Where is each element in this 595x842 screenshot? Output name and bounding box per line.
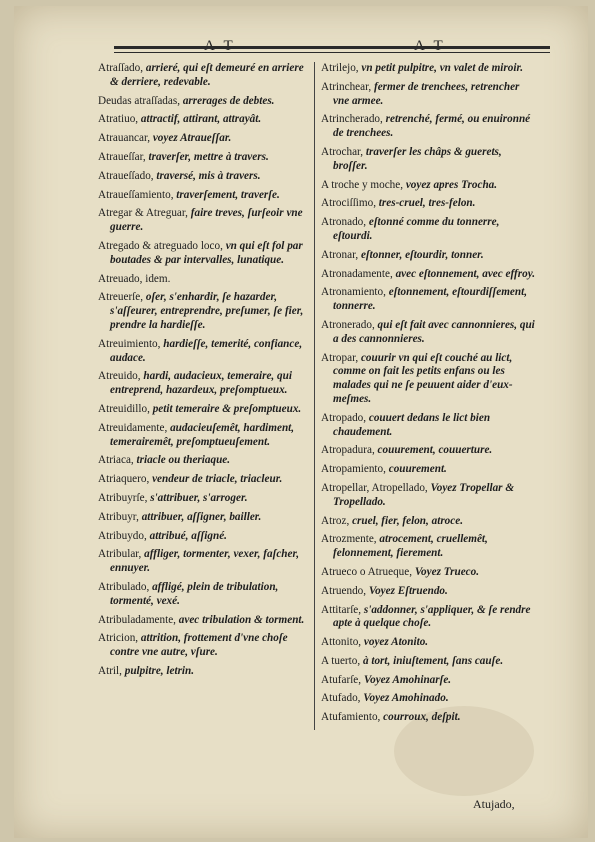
header-rule (114, 46, 550, 49)
dictionary-entry (98, 665, 314, 679)
definition: pulpitre, letrin. (124, 664, 195, 677)
headword: Atrilejo, (321, 62, 362, 74)
headword: Atufado, (321, 692, 364, 705)
dictionary-entry (321, 216, 536, 244)
definition: arrerages de debtes. (182, 94, 275, 107)
definition: traverſement, traverſe. (176, 188, 280, 201)
headword: Atronado, (321, 216, 369, 229)
definition: couurement. (388, 463, 447, 476)
dictionary-entry (321, 463, 536, 477)
definition: vn petit pulpitre, vn valet de miroir. (361, 62, 523, 74)
dictionary-entry (98, 151, 314, 165)
definition: eſtonner, eſtourdir, tonner. (360, 248, 484, 261)
dictionary-entry (321, 286, 536, 314)
definition: hardi, audacieux, temeraire, qui entreprend, hazardeux, preſomptueux. (110, 370, 292, 397)
definition: Voyez Amohinado. (363, 692, 449, 705)
dictionary-entry (98, 492, 314, 506)
definition: triacle ou theriaque. (136, 454, 231, 467)
headword: A troche y moche, (321, 178, 406, 191)
definition: couuert dedans le lict bien chaudement. (333, 411, 491, 438)
headword: Atreuado, idem. (98, 272, 171, 285)
dictionary-entry (321, 636, 536, 650)
dictionary-entry (98, 581, 314, 609)
dictionary-entry (98, 403, 314, 417)
headword: Deudas atraſſadas, (98, 94, 183, 107)
definition: traversé, mis à travers. (156, 169, 261, 182)
headword: Atraſſado, (98, 62, 146, 74)
dictionary-entry (98, 189, 314, 203)
headword: A tuerto, (321, 654, 363, 667)
definition: oſer, s'enhardir, ſe hazarder, s'aſſeurer, entreprendre, preſumer, ſe fier, prendre la hardieſſe. (110, 291, 304, 331)
dictionary-entry (98, 291, 314, 332)
header-left: A T (204, 38, 236, 54)
headword: Atrauancar, (98, 132, 153, 145)
dictionary-entry (321, 249, 536, 263)
dictionary-entry (98, 240, 314, 268)
definition: fermer de trenchees, retrencher vne armee. (333, 80, 520, 107)
dictionary-entry (321, 268, 536, 282)
dictionary-entry (98, 132, 314, 146)
dictionary-entry (98, 632, 314, 660)
dictionary-entry (98, 473, 314, 487)
dictionary-entry (321, 533, 536, 561)
dictionary-entry (321, 482, 536, 510)
headword: Atropamiento, (321, 463, 389, 476)
headword: Atufamiento, (321, 711, 384, 724)
dictionary-entry (98, 530, 314, 544)
headword: Atril, (98, 664, 125, 677)
catchword: Atujado, (473, 797, 515, 811)
dictionary-entry (98, 113, 314, 127)
definition: petit temeraire & preſomptueux. (152, 402, 302, 415)
headword: Atregado & atreguado loco, (98, 239, 226, 252)
definition: voyez Atraueſſar. (152, 132, 232, 145)
headword: Atreuidillo, (98, 402, 153, 415)
headword: Atricion, (98, 632, 141, 645)
headword: Atreuimiento, (98, 337, 164, 350)
headword: Atribuydo, (98, 529, 150, 542)
headword: Atropellar, Atropellado, (321, 481, 431, 494)
definition: Voyez Trueco. (414, 565, 480, 578)
definition: couurir vn qui eſt couché au lict, comme on fait les petits enfans ou les malades qui ne ſe peuuent aider d'eux-meſmes. (333, 351, 513, 405)
dictionary-entry (98, 511, 314, 525)
headword: Atreuido, (98, 370, 144, 383)
definition: voyez Atonito. (363, 636, 429, 649)
headword: Atropado, (321, 411, 369, 424)
headword: Atribulado, (98, 580, 153, 593)
dictionary-entry (321, 566, 536, 580)
definition: Voyez Amohinarſe. (363, 673, 452, 686)
header-rule-thin (114, 52, 550, 53)
dictionary-entry (98, 207, 314, 235)
headword: Atronar, (321, 248, 361, 261)
headword: Atreuidamente, (98, 421, 171, 434)
dictionary-entry (98, 614, 314, 628)
dictionary-entry (321, 113, 536, 141)
definition: qui eſt fait avec cannonnieres, qui a des cannonnieres. (333, 318, 535, 345)
definition: attribué, aſſigné. (149, 529, 227, 542)
dictionary-entry (98, 370, 314, 398)
dictionary-entry (321, 711, 536, 725)
headword: Atronamiento, (321, 286, 389, 299)
definition: voyez apres Trocha. (405, 178, 498, 191)
headword: Atratiuo, (98, 113, 141, 126)
definition: Voyez Eſtruendo. (368, 584, 448, 597)
definition: s'attribuer, s'arroger. (150, 491, 248, 504)
definition: vendeur de triacle, triacleur. (152, 473, 283, 486)
dictionary-entry (321, 197, 536, 211)
headword: Atribuyr, (98, 510, 142, 523)
dictionary-entry (321, 352, 536, 407)
dictionary-entry (321, 146, 536, 174)
headword: Atrociſſimo, (321, 197, 379, 210)
headword: Atronerado, (321, 318, 378, 331)
definition: affligé, plein de tribulation, tormenté, vexé. (110, 580, 279, 607)
definition: faire treves, ſurſeoir vne guerre. (110, 207, 303, 234)
headword: Atribular, (98, 548, 145, 561)
headword: Atregar & Atreguar, (98, 207, 191, 220)
dictionary-entry (98, 454, 314, 468)
definition: vn qui eſt fol par boutades & par intervalles, lunatique. (110, 239, 303, 266)
headword: Attonito, (321, 636, 364, 649)
definition: tres-cruel, tres-felon. (378, 197, 476, 210)
definition: atrocement, cruellemêt, felonnement, fierement. (333, 533, 488, 560)
definition: avec tribulation & torment. (178, 613, 305, 626)
dictionary-entry (321, 655, 536, 669)
headword: Atraueſſamiento, (98, 188, 177, 201)
dictionary-entry (321, 62, 536, 76)
definition: hardieſſe, temerité, confiance, audace. (110, 337, 303, 364)
definition: attractif, attirant, attrayât. (140, 113, 262, 126)
dictionary-entry (321, 444, 536, 458)
dictionary-entry (98, 338, 314, 366)
headword: Atrueco o Atrueque, (321, 565, 415, 578)
headword: Atraueſſado, (98, 169, 157, 182)
dictionary-entry (321, 604, 536, 632)
dictionary-entry (321, 674, 536, 688)
headword: Atraueſſar, (98, 150, 149, 163)
definition: couurement, couuerture. (377, 444, 493, 457)
dictionary-entry (321, 179, 536, 193)
definition: affliger, tormenter, vexer, faſcher, ennuyer. (110, 548, 300, 575)
headword: Atropadura, (321, 444, 378, 457)
headword: Atrincherado, (321, 113, 386, 126)
dictionary-entry (321, 585, 536, 599)
headword: Atribuladamente, (98, 613, 179, 626)
right-column (314, 62, 536, 730)
headword: Atrozmente, (321, 533, 380, 546)
dictionary-entry (98, 548, 314, 576)
definition: retrenché, fermé, ou enuironné de trenchees. (333, 113, 531, 140)
headword: Attitarſe, (321, 603, 364, 616)
dictionary-entry (321, 692, 536, 706)
definition: eſtonnement, eſtourdiſſement, tonnerre. (333, 286, 528, 313)
definition: traverſer, mettre à travers. (148, 150, 269, 163)
dictionary-entry (321, 319, 536, 347)
dictionary-entry (321, 515, 536, 529)
definition: avec eſtonnement, avec effroy. (395, 267, 536, 280)
headword: Atriaquero, (98, 473, 153, 486)
dictionary-entry (321, 81, 536, 109)
definition: cruel, fier, felon, atroce. (352, 514, 464, 527)
definition: Voyez Tropellar & Tropellado. (333, 481, 515, 508)
headword: Atriaca, (98, 454, 137, 467)
dictionary-entry (98, 422, 314, 450)
definition: eſtonné comme du tonnerre, eſtourdi. (333, 216, 500, 242)
left-column (98, 62, 314, 684)
headword: Atronadamente, (321, 267, 396, 280)
headword: Atrinchear, (321, 80, 374, 93)
definition: à tort, iniuſtement, ſans cauſe. (362, 654, 504, 667)
headword: Atrochar, (321, 145, 366, 158)
dictionary-entry (98, 170, 314, 184)
header-right: A T (414, 38, 446, 54)
definition: attribuer, aſſigner, bailler. (141, 510, 262, 523)
headword: Atruendo, (321, 584, 369, 597)
definition: arrieré, qui eſt demeuré en arriere & derriere, redevable. (110, 62, 304, 88)
headword: Atribuyrſe, (98, 491, 151, 504)
headword: Atufarſe, (321, 673, 364, 686)
headword: Atropar, (321, 351, 361, 364)
dictionary-entry (321, 412, 536, 440)
definition: courroux, deſpit. (383, 711, 461, 724)
definition: audacieuſemêt, hardiment, temerairemêt, preſomptueuſement. (110, 421, 295, 448)
headword: Atroz, (321, 514, 353, 527)
headword: Atreuerſe, (98, 291, 146, 304)
definition: traverſer les châps & guerets, broſſer. (333, 145, 502, 172)
dictionary-entry (98, 273, 314, 287)
dictionary-entry (98, 95, 314, 109)
definition: attrition, frottement d'vne choſe contre vne autre, vſure. (110, 632, 288, 659)
definition: s'addonner, s'appliquer, & ſe rendre apte à quelque choſe. (333, 603, 531, 630)
dictionary-entry (98, 62, 314, 90)
